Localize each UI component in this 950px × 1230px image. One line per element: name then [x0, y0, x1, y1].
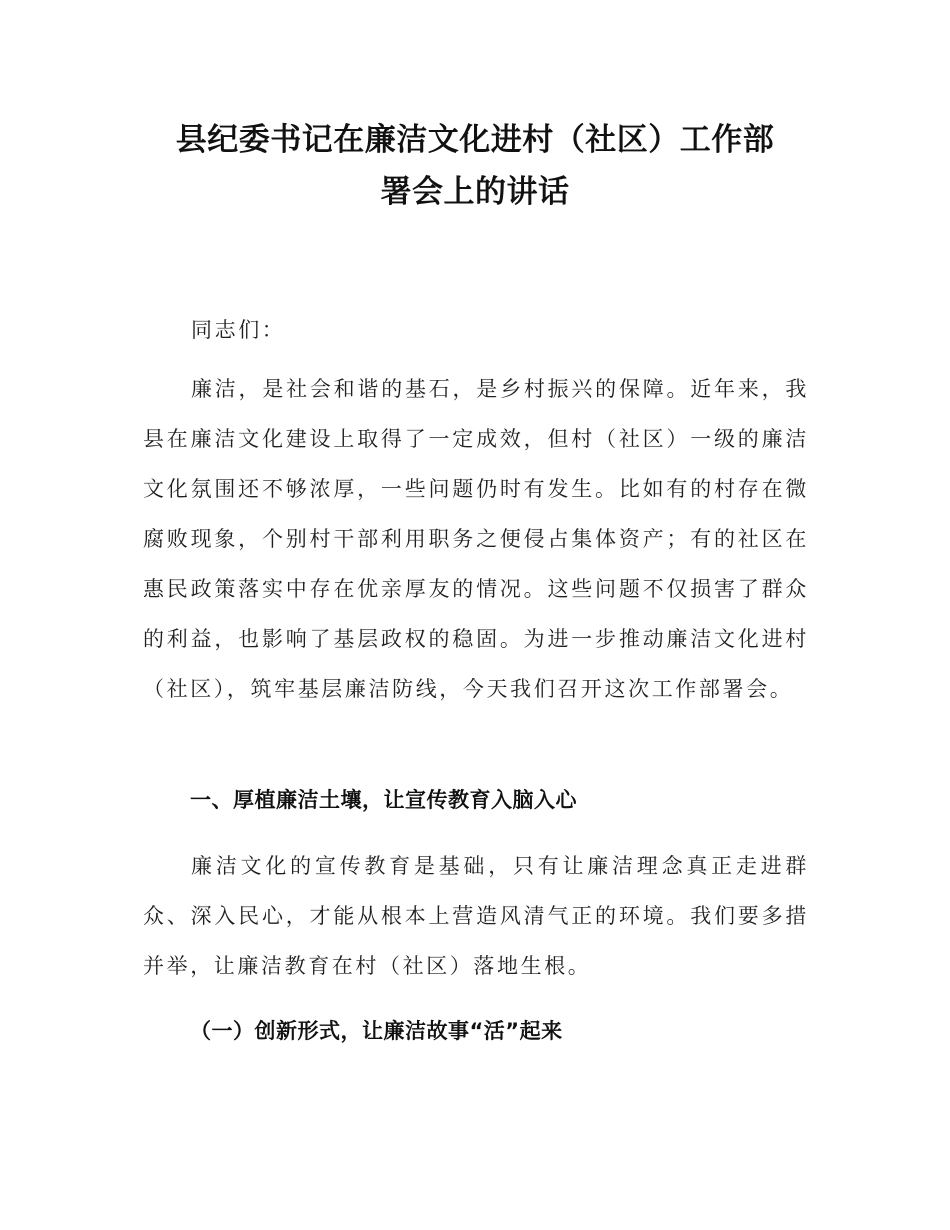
document-title — [120, 114, 830, 218]
document-title-line-2: 署会上的讲话 — [380, 174, 570, 210]
document-title-line-1: 县纪委书记在廉洁文化进村（社区）工作部 — [175, 122, 775, 158]
section-heading-1: 一、厚植廉洁土壤，让宣传教育入脑入心 — [190, 788, 577, 812]
paragraph-intro: 廉洁，是社会和谐的基石，是乡村振兴的保障。近年来，我县在廉洁文化建设上取得了一定成效，但村（社区）一级的廉洁文化氛围还不够浓厚，一些问题仍时有发生。比如有的村存在微腐败现象，个别村干部利用职务之便侵占集体资产；有的社区在惠民政策落实中存在优亲厚友的情况。这些问题不仅损害了群众的利益，也影响了基层政权的稳固。为进一步推动廉洁文化进村（社区），筑牢基层廉洁防线，今天我们召开这次工作部署会。 — [143, 377, 809, 701]
paragraph-section-1: 廉洁文化的宣传教育是基础，只有让廉洁理念真正走进群众、深入民心，才能从根本上营造风清气正的环境。我们要多措并举，让廉洁教育在村（社区）落地生根。 — [143, 854, 809, 978]
greeting: 同志们： — [191, 318, 286, 342]
subsection-heading-1: （一）创新形式，让廉洁故事“活”起来 — [190, 1019, 563, 1043]
